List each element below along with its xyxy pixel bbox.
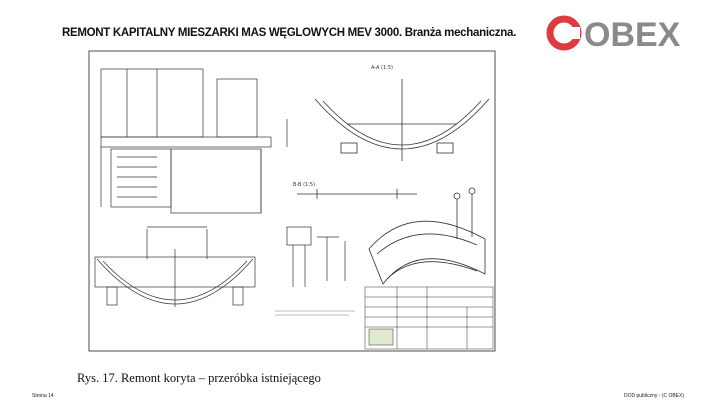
- page-number: Strona 14: [32, 393, 54, 399]
- view-bb-label: B-B (1:5): [293, 182, 316, 188]
- technical-drawing: [87, 49, 497, 353]
- page-title: REMONT KAPITALNY MIESZARKI MAS WĘGLOWYCH MEV 3000. Branża mechaniczna.: [62, 27, 516, 39]
- cobex-logo: [544, 10, 696, 54]
- svg-text:OBEX: OBEX: [584, 16, 681, 54]
- view-aa-label: A-A (1:5): [371, 65, 393, 71]
- classification-label: DOD publiczny - (C OBEX): [623, 393, 684, 399]
- figure-caption: Rys. 17. Remont koryta – przeróbka istniejącego: [77, 371, 321, 385]
